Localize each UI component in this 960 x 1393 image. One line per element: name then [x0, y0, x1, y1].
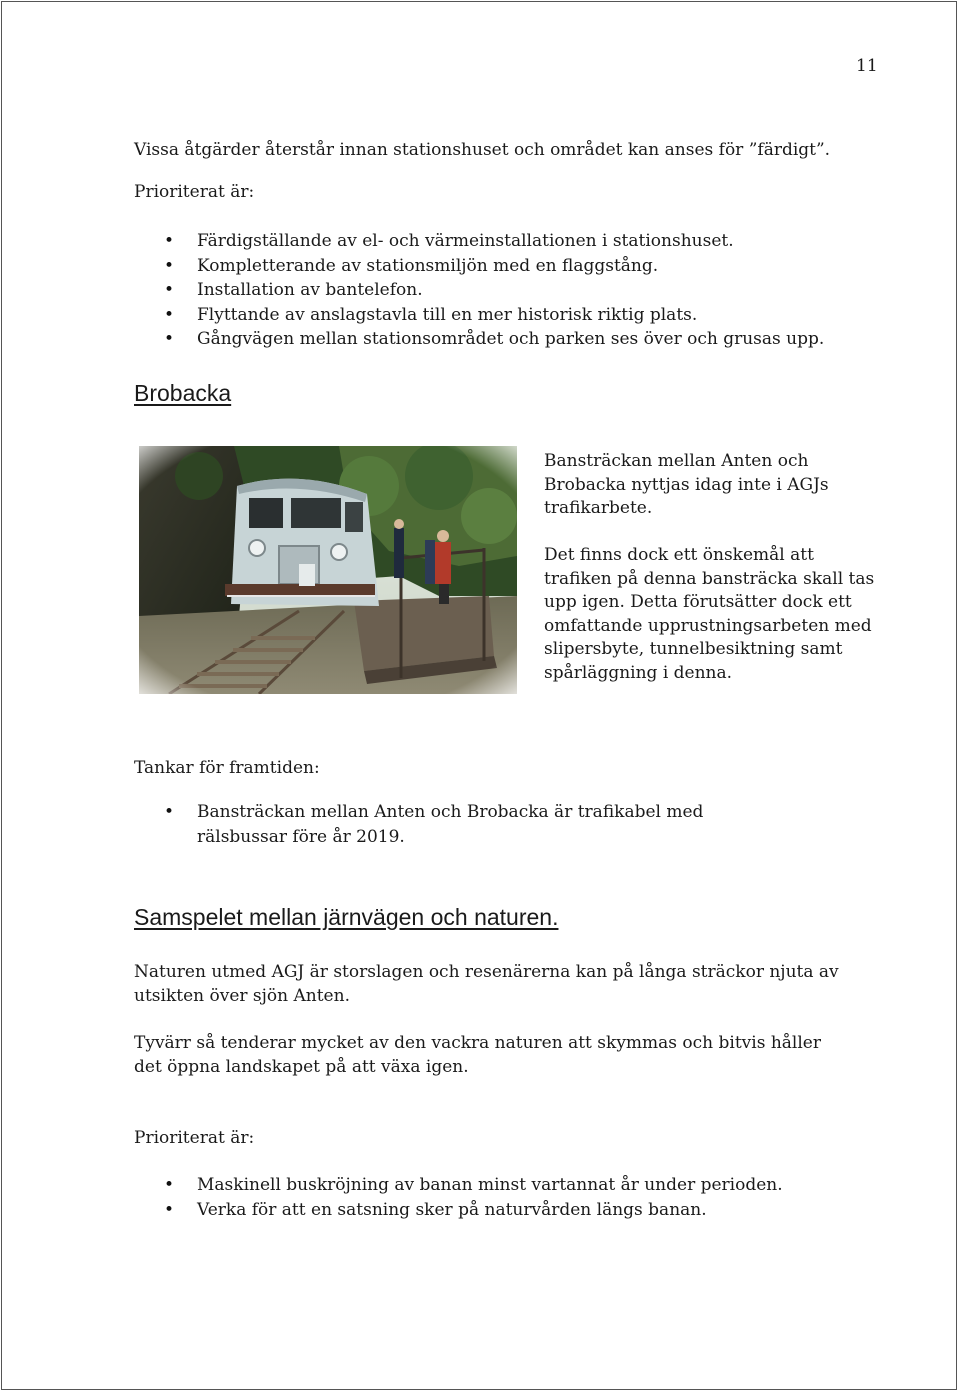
list-item: • Gångvägen mellan stationsområdet och parken ses över och grusas upp. [134, 327, 824, 352]
list-item: • Färdigställande av el- och värmeinstallationen i stationshuset. [134, 229, 824, 254]
priority-list [134, 229, 824, 352]
brobacka-paragraph-1: Bansträckan mellan Anten och Brobacka nyttjas idag inte i AGJs trafikarbete. [544, 451, 829, 519]
list-item: • Bansträckan mellan Anten och Brobacka är trafikabel med rälsbussar före år 2019. [134, 800, 854, 849]
nature-paragraph-1: Naturen utmed AGJ är storslagen och resenärerna kan på långa sträckor njuta av utsikten över sjön Anten. [134, 962, 839, 1006]
priority-list-nature [134, 1173, 783, 1222]
list-item: • Verka för att en satsning sker på naturvården längs banan. [134, 1198, 783, 1223]
priority-label: Prioriterat är: [134, 1128, 255, 1148]
brobacka-paragraph-2: Det finns dock ett önskemål att trafiken på denna bansträcka skall tas upp igen. Detta förutsätter dock ett omfattande upprustningsarbeten med slipersbyte, tunnelbesiktning samt spårläggning i denna. [544, 545, 875, 683]
list-item: • Flyttande av anslagstavla till en mer historisk riktig plats. [134, 303, 824, 328]
list-item: • Kompletterande av stationsmiljön med en flaggstång. [134, 254, 824, 279]
section-heading-nature: Samspelet mellan järnvägen och naturen. [134, 904, 559, 930]
page-number: 11 [856, 56, 878, 76]
railbus-photo [139, 446, 517, 694]
list-item: • Installation av bantelefon. [134, 278, 824, 303]
list-item: • Maskinell buskröjning av banan minst vartannat år under perioden. [134, 1173, 783, 1198]
priority-label: Prioriterat är: [134, 182, 255, 202]
future-list [134, 800, 854, 849]
intro-paragraph: Vissa åtgärder återstår innan stationshuset och området kan anses för ”färdigt”. [134, 140, 831, 160]
nature-paragraph-2: Tyvärr så tenderar mycket av den vackra naturen att skymmas och bitvis håller det öppna landskapet på att växa igen. [134, 1033, 821, 1077]
future-label: Tankar för framtiden: [134, 758, 320, 778]
section-heading-brobacka: Brobacka [134, 380, 232, 406]
